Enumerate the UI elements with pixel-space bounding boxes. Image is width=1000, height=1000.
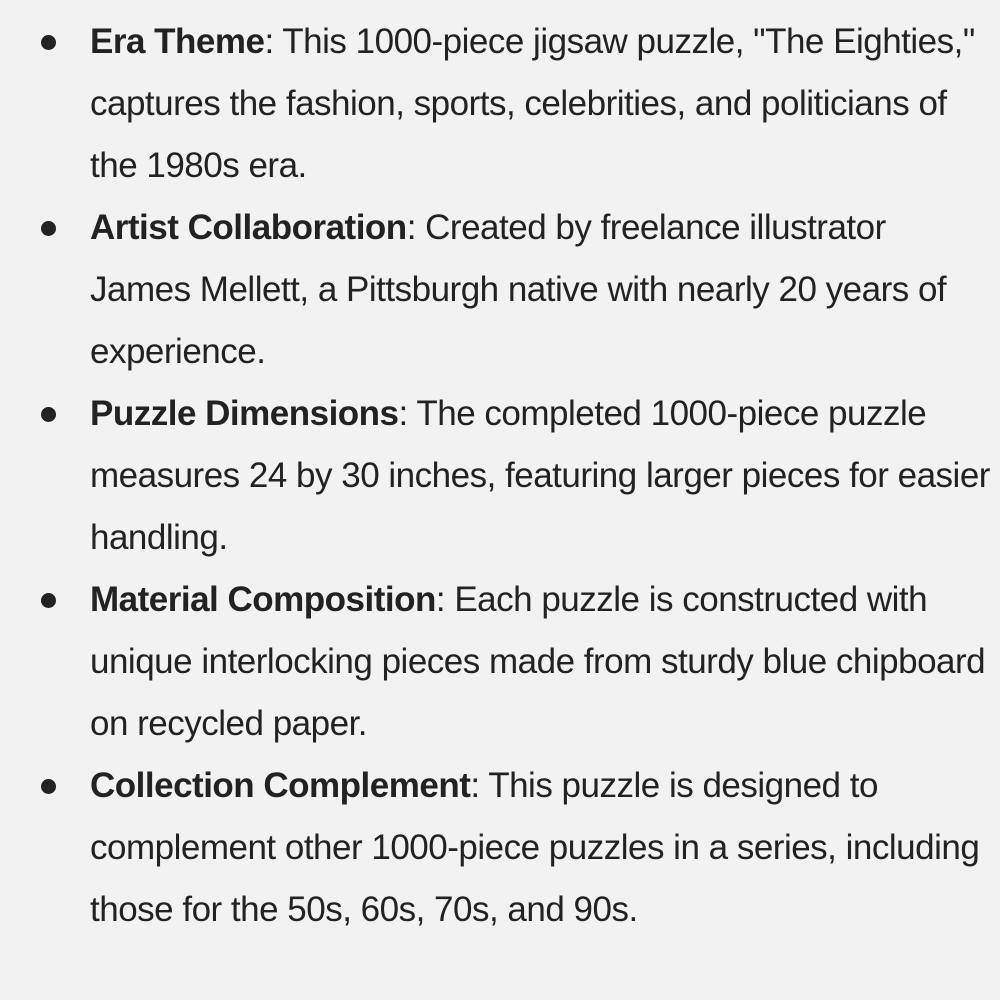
feature-item-artist-collaboration [90, 197, 990, 383]
feature-term: Puzzle Dimensions [90, 394, 399, 433]
feature-term: Collection Complement [90, 766, 471, 805]
feature-separator: : [435, 580, 446, 619]
feature-text: This puzzle is designed to complement other 1000-piece puzzles in a series, including those for the 50s, 60s, 70s, and 90s. [90, 766, 980, 929]
feature-term: Material Composition [90, 580, 436, 619]
bullet-icon [41, 407, 56, 422]
feature-list [90, 11, 990, 941]
feature-separator: : [264, 22, 274, 61]
feature-separator: : [470, 766, 480, 805]
feature-separator: : [398, 394, 408, 433]
bullet-icon [41, 35, 56, 50]
feature-term: Artist Collaboration [90, 208, 407, 247]
feature-text: The completed 1000-piece puzzle measures 24 by 30 inches, featuring larger pieces for easier handling. [90, 394, 990, 557]
bullet-icon [41, 593, 56, 608]
bullet-icon [41, 779, 56, 794]
feature-separator: : [406, 208, 416, 247]
feature-text: Created by freelance illustrator James Mellett, a Pittsburgh native with nearly 20 years of experience. [90, 208, 947, 371]
feature-item-puzzle-dimensions [90, 383, 990, 569]
feature-item-collection-complement [90, 755, 990, 941]
feature-term: Era Theme [90, 22, 265, 61]
bullet-icon [41, 221, 56, 236]
feature-item-material-composition [90, 569, 990, 755]
feature-item-era-theme [90, 11, 990, 197]
feature-text: This 1000-piece jigsaw puzzle, "The Eighties," captures the fashion, sports, celebrities, and politicians of the 1980s era. [90, 22, 975, 185]
feature-text: Each puzzle is constructed with unique interlocking pieces made from sturdy blue chipboard on recycled paper. [90, 580, 986, 743]
